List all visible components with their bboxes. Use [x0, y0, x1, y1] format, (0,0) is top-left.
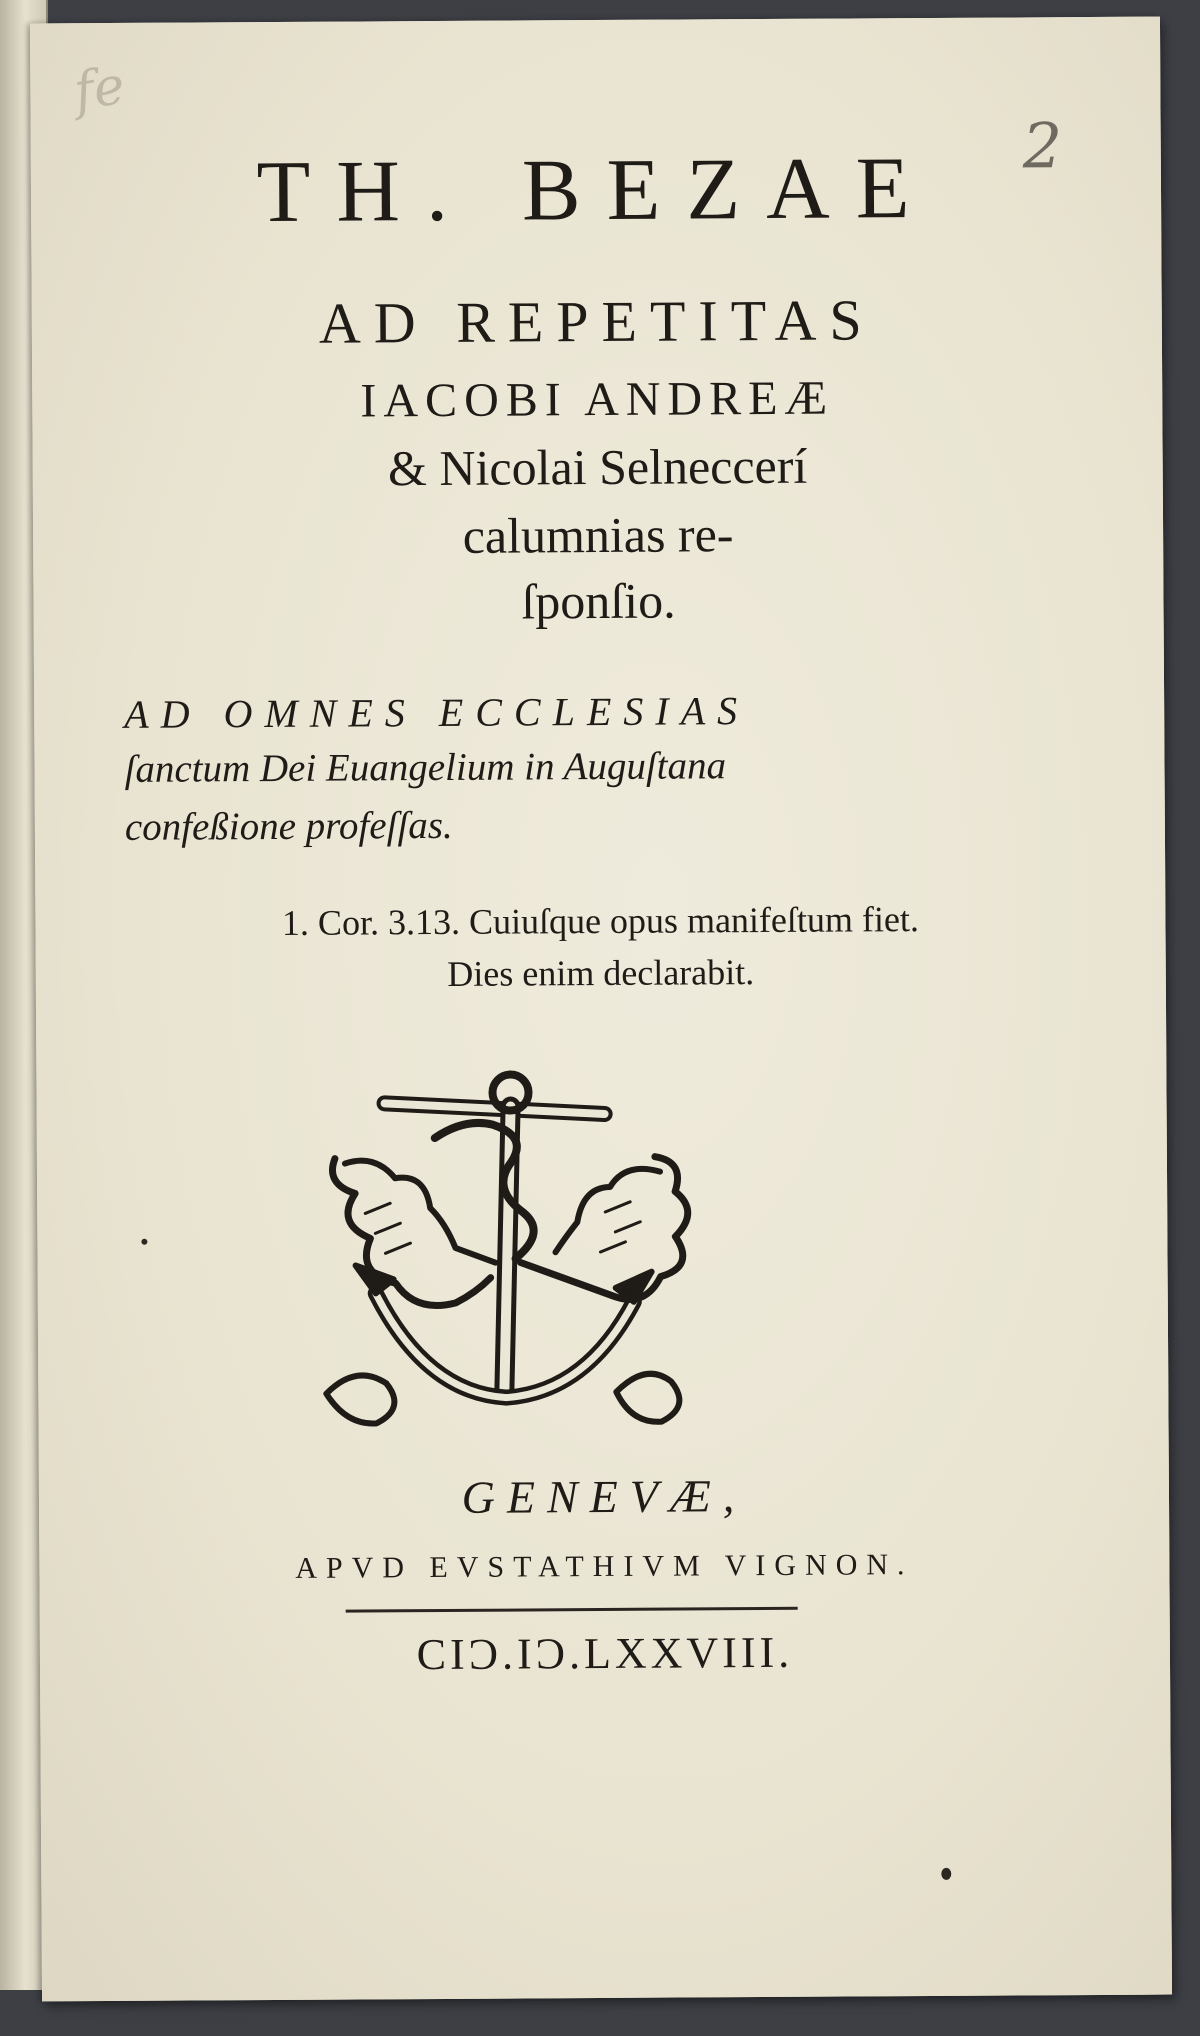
shelfmark-note: fe [70, 55, 129, 123]
title-author: TH. BEZAE [256, 139, 936, 242]
title-line-4: & Nicolai Selneccerí [387, 437, 808, 497]
title-line-3: IACOBI ANDREÆ [360, 371, 835, 428]
dedication-line-2: ſanctum Dei Euangelium in Auguſtana [124, 744, 727, 791]
ink-speck [141, 1239, 147, 1245]
dedication-line-3: confeßione profeſſas. [124, 803, 453, 849]
title-page [30, 17, 1172, 2002]
dedication-line-1: AD OMNES ECCLESIAS [124, 688, 750, 737]
imprint-printer: APVD EVSTATHIVM VIGNON. [295, 1548, 914, 1585]
title-line-2: AD REPETITAS [318, 287, 875, 356]
title-line-6: ſponſio. [521, 572, 676, 630]
imprint-year: CIƆ.IƆ.LXXVIII. [416, 1627, 794, 1680]
ink-speck [941, 1868, 951, 1880]
verse-line-1: 1. Cor. 3.13. Cuiuſque opus manifeſtum fiet. [281, 899, 920, 943]
title-line-5: calumnias re- [462, 506, 734, 564]
anchor-and-hands-printers-mark-icon [314, 1061, 716, 1443]
folio-number: 2 [1022, 109, 1063, 183]
imprint-place: GENEVÆ, [461, 1470, 747, 1523]
verse-line-2: Dies enim declarabit. [447, 952, 755, 994]
imprint-divider [346, 1607, 798, 1613]
